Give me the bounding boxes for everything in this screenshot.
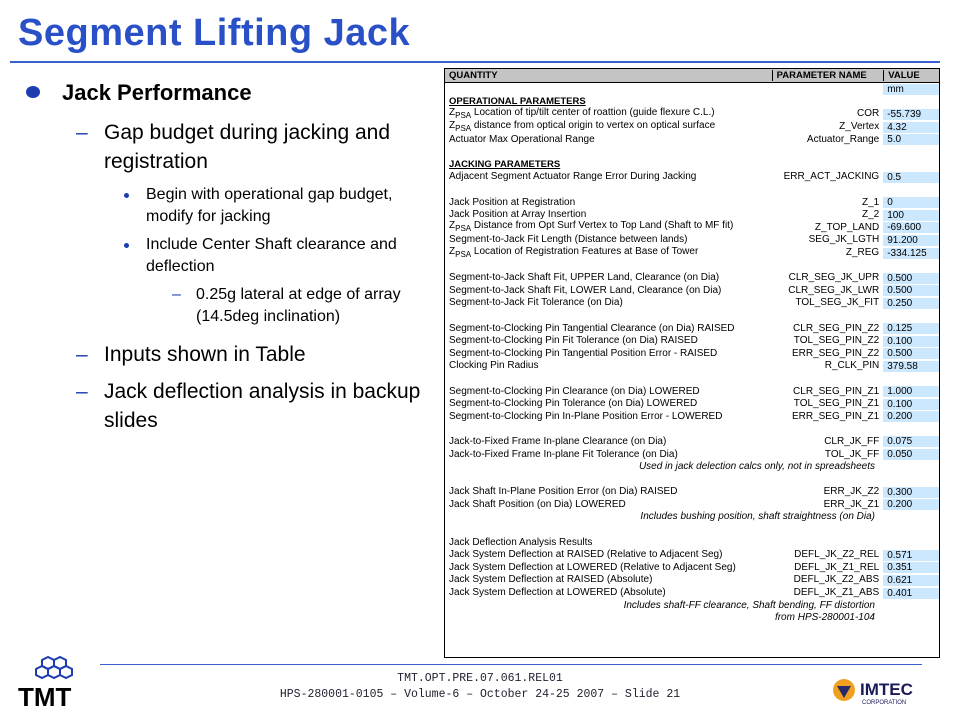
quantity-text: Jack System Deflection at LOWERED (Absolute) — [449, 587, 666, 599]
bullet-jack-performance — [20, 80, 440, 106]
cell-value: 0.050 — [883, 449, 939, 460]
bullet-dot-icon — [124, 243, 129, 248]
dash-icon: – — [76, 121, 88, 144]
bullet-text: Begin with operational gap budget, modify for jacking — [146, 186, 393, 225]
z-symbol: Z — [449, 119, 456, 131]
cell-value: 100 — [883, 210, 939, 221]
table-row — [445, 562, 939, 575]
cell-parameter-name: DEFL_JK_Z1_ABS — [793, 587, 880, 599]
cell-value: 0.075 — [883, 436, 939, 447]
table-row — [445, 524, 939, 537]
cell-value: -55.739 — [883, 109, 939, 120]
cell-parameter-name: TOL_SEG_JK_FIT — [795, 297, 880, 309]
cell-value: 0.500 — [883, 285, 939, 296]
quantity-text: Distance from Opt Surf Vertex to Top Land (Shaft to MF fit) — [471, 220, 734, 232]
cell-parameter-name: ERR_SEG_PIN_Z2 — [791, 347, 880, 359]
table-row — [445, 612, 939, 625]
cell-value: 0.300 — [883, 487, 939, 498]
quantity-text: Jack System Deflection at LOWERED (Relative to Adjacent Seg) — [449, 561, 736, 573]
cell-quantity — [445, 159, 772, 171]
bullet-text: Include Center Shaft clearance and deflection — [146, 236, 397, 275]
table-row — [445, 121, 939, 134]
cell-parameter-name: COR — [856, 108, 880, 120]
cell-quantity — [445, 600, 881, 612]
quantity-text: Used in jack delection calcs only, not in spreadsheets — [638, 461, 875, 473]
bullet-dot-icon — [26, 86, 40, 98]
table-row — [445, 347, 939, 360]
table-row — [445, 549, 939, 562]
cell-quantity — [445, 171, 772, 183]
quantity-text: Location of Registration Features at Base of Tower — [471, 245, 699, 257]
cell-quantity — [445, 587, 772, 599]
bullet-text: Jack Performance — [62, 80, 252, 105]
bullet-gap-budget — [20, 118, 440, 176]
bullet-operational-gap — [20, 184, 440, 228]
cell-parameter-name: DEFL_JK_Z2_REL — [794, 549, 880, 561]
dash-icon: – — [172, 286, 181, 303]
tmt-logo — [14, 656, 94, 712]
cell-quantity — [445, 272, 772, 284]
tmt-logo-text: TMT — [18, 682, 72, 712]
quantity-text: Segment-to-Jack Fit Tolerance (on Dia) — [449, 297, 623, 309]
cell-value: 91.200 — [883, 235, 939, 246]
table-row — [445, 222, 939, 235]
cell-parameter-name: Z_2 — [861, 209, 880, 221]
table-row — [445, 259, 939, 272]
slide-title: Segment Lifting Jack — [18, 12, 411, 54]
cell-quantity — [445, 197, 772, 209]
cell-quantity — [445, 562, 772, 574]
cell-quantity — [445, 348, 772, 360]
cell-quantity — [445, 436, 772, 448]
imtec-logo — [832, 676, 948, 708]
cell-parameter-name: CLR_SEG_PIN_Z2 — [793, 322, 880, 334]
cell-quantity — [445, 297, 772, 309]
cell-quantity — [445, 411, 772, 423]
cell-parameter-name: SEG_JK_LGTH — [808, 234, 880, 246]
z-symbol: Z — [449, 245, 456, 257]
cell-quantity — [445, 220, 772, 235]
quantity-text: Segment-to-Clocking Pin Clearance (on Dia) LOWERED — [449, 385, 700, 397]
cell-parameter-name: Z_1 — [861, 196, 880, 208]
cell-value: 0.621 — [883, 575, 939, 586]
table-row — [445, 511, 939, 524]
cell-quantity — [445, 323, 772, 335]
quantity-text: Jack Shaft In-Plane Position Error (on Dia) RAISED — [449, 486, 678, 498]
z-symbol: Z — [449, 106, 456, 118]
table-row — [445, 536, 939, 549]
quantity-text: Jack-to-Fixed Frame In-plane Fit Tolerance (on Dia) — [449, 448, 678, 460]
table-row — [445, 486, 939, 499]
cell-value: 4.32 — [883, 122, 939, 133]
table-row — [445, 83, 939, 96]
cell-value: 0.125 — [883, 323, 939, 334]
table-row — [445, 410, 939, 423]
quantity-text: from HPS-280001-104 — [774, 612, 875, 624]
quantity-text: Actuator Max Operational Range — [449, 133, 595, 145]
cell-parameter-name: CLR_SEG_JK_LWR — [788, 284, 880, 296]
quantity-text: Adjacent Segment Actuator Range Error During Jacking — [449, 171, 697, 183]
bullet-lateral-load — [20, 284, 440, 328]
cell-parameter-name: CLR_SEG_JK_UPR — [788, 272, 880, 284]
cell-parameter-name: DEFL_JK_Z2_ABS — [793, 574, 880, 586]
table-row — [445, 146, 939, 159]
cell-quantity — [445, 486, 772, 498]
table-row — [445, 335, 939, 348]
cell-quantity — [445, 360, 772, 372]
cell-quantity — [445, 285, 772, 297]
bullet-text: 0.25g lateral at edge of array (14.5deg inclination) — [196, 286, 401, 325]
cell-parameter-name: Actuator_Range — [806, 133, 880, 145]
bullet-text: Gap budget during jacking and registration — [104, 121, 391, 173]
quantity-text: Location of tip/tilt center of roattion (guide flexure C.L.) — [471, 106, 715, 118]
bullet-dot-icon — [124, 193, 129, 198]
cell-parameter-name: Z_TOP_LAND — [814, 221, 880, 233]
cell-quantity — [445, 461, 881, 473]
z-symbol: Z — [449, 220, 456, 232]
table-row — [445, 599, 939, 612]
cell-parameter-name: TOL_JK_FF — [824, 448, 880, 460]
quantity-text: Jack Deflection Analysis Results — [449, 536, 593, 548]
cell-value: 0 — [883, 197, 939, 208]
quantity-text: Segment-to-Jack Shaft Fit, LOWER Land, Clearance (on Dia) — [449, 284, 722, 296]
cell-value: 0.250 — [883, 298, 939, 309]
table-row — [445, 461, 939, 474]
table-row — [445, 196, 939, 209]
quantity-text: Includes shaft-FF clearance, Shaft bending, FF distortion — [623, 599, 875, 611]
table-row — [445, 310, 939, 323]
table-row — [445, 297, 939, 310]
table-row — [445, 247, 939, 260]
bullet-text: Inputs shown in Table — [104, 343, 306, 366]
table-row — [445, 272, 939, 285]
table-row — [445, 360, 939, 373]
dash-icon: – — [76, 380, 88, 403]
table-row — [445, 133, 939, 146]
cell-value: 1.000 — [883, 386, 939, 397]
quantity-text: Segment-to-Clocking Pin Tangential Clearance (on Dia) RAISED — [449, 322, 735, 334]
bullet-inputs — [20, 340, 440, 369]
quantity-text: OPERATIONAL PARAMETERS — [449, 95, 586, 107]
header-quantity: QUANTITY — [449, 70, 498, 81]
table-row — [445, 285, 939, 298]
quantity-text: Jack System Deflection at RAISED (Relative to Adjacent Seg) — [449, 549, 723, 561]
quantity-text: distance from optical origin to vertex on optical surface — [471, 119, 716, 131]
quantity-text: Clocking Pin Radius — [449, 360, 539, 372]
quantity-text: Segment-to-Jack Fit Length (Distance between lands) — [449, 234, 688, 246]
table-row — [445, 322, 939, 335]
cell-value: 0.401 — [883, 588, 939, 599]
footer-doc-id: TMT.OPT.PRE.07.061.REL01 — [397, 672, 563, 685]
cell-quantity — [445, 134, 772, 146]
quantity-text: Segment-to-Clocking Pin Tolerance (on Dia) LOWERED — [449, 398, 698, 410]
cell-quantity — [445, 549, 772, 561]
quantity-text: Jack Shaft Position (on Dia) LOWERED — [449, 498, 626, 510]
table-row — [445, 574, 939, 587]
title-divider — [10, 61, 940, 63]
quantity-text: Segment-to-Clocking Pin Fit Tolerance (on Dia) RAISED — [449, 335, 698, 347]
cell-parameter-name: Z_REG — [845, 247, 880, 259]
z-subscript: PSA — [455, 249, 472, 259]
z-subscript: PSA — [455, 110, 472, 120]
cell-quantity — [445, 511, 881, 523]
cell-parameter-name: ERR_ACT_JACKING — [783, 171, 880, 183]
cell-quantity — [445, 574, 772, 586]
cell-value: -334.125 — [883, 248, 939, 259]
cell-quantity — [445, 537, 772, 549]
cell-quantity — [445, 499, 772, 511]
table-row — [445, 184, 939, 197]
header-value: VALUE — [883, 70, 939, 81]
quantity-text: Includes bushing position, shaft straightness (on Dia) — [640, 511, 875, 523]
cell-parameter-name: R_CLK_PIN — [824, 360, 880, 372]
cell-value: 0.500 — [883, 273, 939, 284]
quantity-text: Jack System Deflection at RAISED (Absolute) — [449, 574, 653, 586]
cell-quantity — [445, 386, 772, 398]
cell-parameter-name: TOL_SEG_PIN_Z2 — [793, 335, 880, 347]
table-row — [445, 373, 939, 386]
imtec-logo-sub: CORPORATION — [862, 700, 907, 706]
quantity-text: Jack Position at Registration — [449, 196, 576, 208]
cell-value: -69.600 — [883, 222, 939, 233]
quantity-text: JACKING PARAMETERS — [449, 158, 561, 170]
cell-value: 0.5 — [883, 172, 939, 183]
table-body — [445, 83, 939, 625]
footer-slide-info: HPS-280001-0105 – Volume-6 – October 24-25 2007 – Slide 21 — [279, 688, 681, 701]
table-row — [445, 499, 939, 512]
cell-parameter-name: Z_Vertex — [839, 121, 880, 133]
table-row — [445, 159, 939, 172]
bullet-center-shaft — [20, 234, 440, 278]
cell-parameter-name: CLR_JK_FF — [824, 435, 880, 447]
bullet-deflection — [20, 377, 440, 435]
cell-value: 0.200 — [883, 411, 939, 422]
table-row — [445, 448, 939, 461]
dash-icon: – — [76, 343, 88, 366]
table-row — [445, 436, 939, 449]
cell-quantity — [445, 335, 772, 347]
cell-value: 0.100 — [883, 336, 939, 347]
table-row — [445, 398, 939, 411]
cell-value: 379.58 — [883, 361, 939, 372]
table-row — [445, 587, 939, 600]
cell-parameter-name: TOL_SEG_PIN_Z1 — [793, 398, 880, 410]
cell-parameter-name: DEFL_JK_Z1_REL — [794, 561, 880, 573]
footer-divider — [100, 664, 922, 665]
quantity-text: Segment-to-Clocking Pin Tangential Position Error - RAISED — [449, 347, 718, 359]
bullet-text: Jack deflection analysis in backup slides — [104, 380, 421, 432]
bullet-list — [20, 80, 440, 443]
z-subscript: PSA — [455, 224, 472, 234]
table-row — [445, 171, 939, 184]
quantity-text: Segment-to-Clocking Pin In-Plane Position Error - LOWERED — [449, 410, 723, 422]
cell-parameter-name: ERR_SEG_PIN_Z1 — [791, 410, 880, 422]
parameter-table — [444, 68, 940, 658]
z-subscript: PSA — [455, 123, 472, 133]
cell-quantity — [445, 449, 772, 461]
table-row — [445, 473, 939, 486]
cell-parameter-name: ERR_JK_Z2 — [823, 486, 880, 498]
table-row — [445, 385, 939, 398]
cell-parameter-name: CLR_SEG_PIN_Z1 — [793, 385, 880, 397]
cell-quantity — [445, 120, 772, 135]
table-row — [445, 423, 939, 436]
quantity-text: Jack Position at Array Insertion — [449, 209, 587, 221]
cell-quantity — [445, 246, 772, 261]
cell-value: 0.500 — [883, 348, 939, 359]
cell-value: 0.571 — [883, 550, 939, 561]
cell-value: 0.200 — [883, 499, 939, 510]
quantity-text: Segment-to-Jack Shaft Fit, UPPER Land, Clearance (on Dia) — [449, 272, 720, 284]
cell-value: 0.100 — [883, 399, 939, 410]
cell-quantity — [445, 398, 772, 410]
cell-value: mm — [883, 84, 939, 95]
cell-value: 5.0 — [883, 134, 939, 145]
table-header — [445, 69, 939, 83]
imtec-logo-text: IMTEC — [860, 680, 913, 699]
cell-quantity — [445, 612, 881, 624]
quantity-text: Jack-to-Fixed Frame In-plane Clearance (on Dia) — [449, 435, 667, 447]
header-parameter-name: PARAMETER NAME — [772, 70, 884, 81]
cell-parameter-name: ERR_JK_Z1 — [823, 498, 880, 510]
cell-value: 0.351 — [883, 562, 939, 573]
